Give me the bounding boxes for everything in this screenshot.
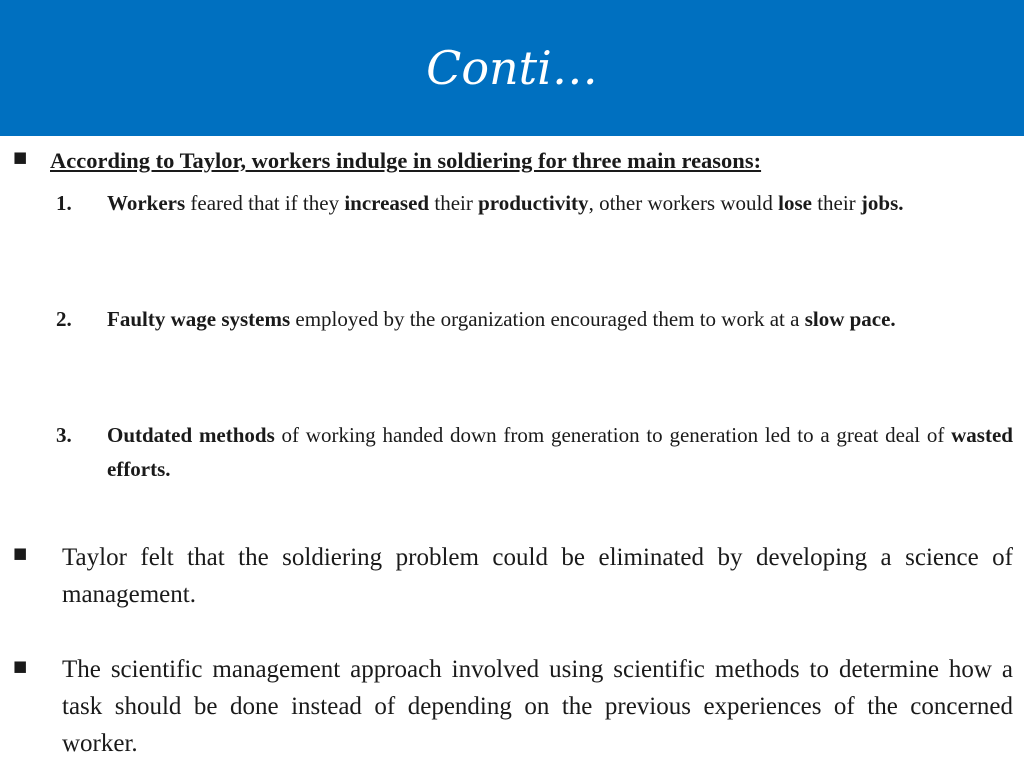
slide-title: Conti… [426,41,598,95]
reason-text: of working handed down from generation to generation led to a great deal of [274,423,952,447]
reasons-heading: According to Taylor, workers indulge in soldiering for three main reasons: [50,148,762,173]
reason-text: employed by the organization encouraged them to work at a [290,307,805,331]
reason-emphasis: Outdated methods [107,423,275,447]
reason-number: 2. [56,307,72,331]
reason-emphasis: jobs. [860,191,904,215]
reason-item-3 [107,418,1013,486]
reason-emphasis: slow pace. [804,307,896,331]
square-bullet-icon: ■ [13,657,28,675]
reason-number: 1. [56,191,72,215]
square-bullet-icon: ■ [13,148,28,166]
reason-emphasis: increased [344,191,430,215]
reason-emphasis: productivity [478,191,589,215]
bullet-paragraph-2: The scientific management approach involved using scientific methods to determine how a task should be done instead of depending on the previous experiences of the concerned worker. [62,656,1013,757]
reason-emphasis: wasted efforts. [107,423,1013,481]
reason-number: 3. [56,423,72,447]
square-bullet-icon: ■ [13,544,28,562]
reason-emphasis: Faulty wage systems [107,307,291,331]
bullet-paragraph-1: Taylor felt that the soldiering problem could be eliminated by developing a science of management. [62,544,1013,608]
reason-text: their [811,191,861,215]
reason-emphasis: Workers [107,191,186,215]
reason-text: , other workers would [588,191,779,215]
reason-text: feared that if they [185,191,345,215]
reason-item-2 [107,302,1013,336]
reason-item-1 [107,186,1013,220]
reason-text: their [429,191,479,215]
reason-emphasis: lose [778,191,812,215]
